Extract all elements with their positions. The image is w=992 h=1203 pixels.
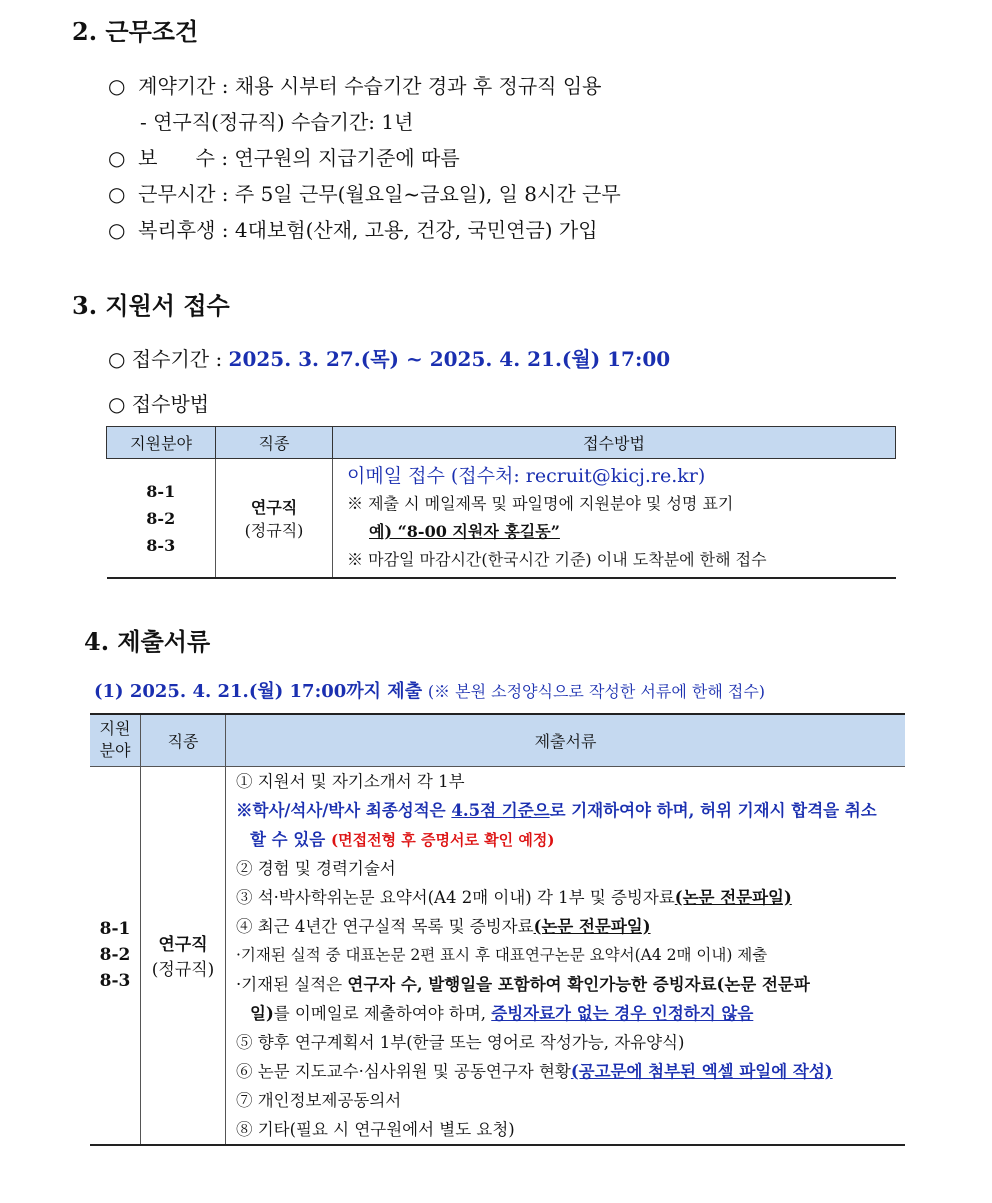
s2-item-3-text: 보 수 : 연구원의 지급기준에 따름: [138, 146, 460, 170]
s3-note-2: ※ 마감일 마감시간(한국시간 기준) 이내 도착분에 한해 접수: [347, 550, 767, 569]
doc-7: ⑦ 개인정보제공동의서: [236, 1090, 402, 1110]
s2-item-5: [108, 214, 598, 243]
doc-1-note-c: 로 기재하여야 하며, 허위 기재시 합격을 취소: [549, 800, 877, 820]
s3-th-job: 직종: [216, 427, 333, 459]
s3-th-method: 접수방법: [333, 427, 896, 459]
field: 8-2: [99, 945, 131, 965]
s3-period: [108, 343, 670, 372]
s4-table: [90, 713, 905, 1146]
doc-3-a: ③ 석·박사학위논문 요약서(A4 2매 이내) 각 1부 및 증빙자료: [236, 887, 675, 907]
doc-4-sub-2-b: 연구자 수, 발행일을 포함하여 확인가능한 증빙자료(논문 전문파: [347, 974, 810, 994]
section-3-title: 3. 지원서 접수: [72, 291, 230, 320]
doc-3: [236, 883, 905, 912]
doc-5: ⑤ 향후 연구계획서 1부(한글 또는 영어로 작성가능, 자유양식): [236, 1032, 685, 1052]
th-line: 지원: [99, 719, 131, 739]
doc-6: [236, 1057, 905, 1086]
s2-item-4-text: 근무시간 : 주 5일 근무(월요일~금요일), 일 8시간 근무: [138, 182, 621, 206]
s3-table: [106, 426, 896, 579]
job: 연구직: [250, 498, 298, 517]
doc-4: [236, 912, 905, 941]
s3-example: 예) “8-00 지원자 홍길동”: [369, 522, 560, 541]
doc-4-b: (논문 전문파일): [533, 916, 651, 936]
job-sub: (정규직): [244, 521, 304, 540]
s4-th-field: [90, 714, 141, 766]
s3-email-line: 이메일 접수 (접수처: recruit@kicj.re.kr): [347, 465, 706, 487]
field: 8-1: [146, 481, 176, 501]
doc-1-note: [236, 796, 905, 825]
bullet: ○: [108, 218, 126, 242]
doc-4-sub-2-cont: [236, 999, 905, 1028]
s4-deadline-main: (1) 2025. 4. 21.(월) 17:00까지 제출: [94, 681, 423, 702]
s2-item-1: [108, 70, 602, 99]
doc-1-note-a: ※학사/석사/박사 최종성적은: [236, 800, 446, 820]
s2-item-3: [108, 142, 460, 171]
doc-1-note-d: 할 수 있음: [250, 829, 326, 849]
field: 8-3: [146, 535, 176, 555]
bullet: ○: [108, 74, 126, 98]
s3-period-value: 2025. 3. 27.(목) ~ 2025. 4. 21.(월) 17:00: [228, 347, 671, 371]
job: 연구직: [158, 935, 208, 955]
doc-6-a: ⑥ 논문 지도교수·심사위원 및 공동연구자 현황: [236, 1061, 571, 1081]
doc-4-a: ④ 최근 4년간 연구실적 목록 및 증빙자료: [236, 916, 534, 936]
s4-th-docs: 제출서류: [226, 714, 906, 766]
s3-method-label: ○ 접수방법: [108, 392, 210, 416]
doc-4-sub-1: ·기재된 실적 중 대표논문 2편 표시 후 대표연구논문 요약서(A4 2매 이내) 제출: [236, 945, 768, 964]
field: 8-3: [99, 971, 131, 991]
section-2-title: 2. 근무조건: [72, 17, 199, 46]
doc-4-sub-2-d: 를 이메일로 제출하여야 하며,: [273, 1003, 486, 1023]
doc-1: ① 지원서 및 자기소개서 각 1부: [236, 771, 465, 791]
s4-fields-cell: [90, 766, 141, 1145]
doc-4-sub-2-a: ·기재된 실적은: [236, 974, 343, 994]
s4-deadline: [94, 677, 765, 703]
field: 8-2: [146, 508, 176, 528]
s2-item-4: [108, 178, 621, 207]
s2-item-1-text: 계약기간 : 채용 시부터 수습기간 경과 후 정규직 임용: [138, 74, 602, 98]
s3-fields-cell: [107, 459, 216, 579]
section-4-title: 4. 제출서류: [84, 627, 211, 656]
bullet: ○: [108, 182, 126, 206]
s3-job-cell: [216, 459, 333, 579]
doc-2: ② 경험 및 경력기술서: [236, 858, 396, 878]
s2-item-2: - 연구직(정규직) 수습기간: 1년: [140, 110, 414, 134]
doc-4-sub-2: [236, 970, 905, 999]
doc-8: ⑧ 기타(필요 시 연구원에서 별도 요청): [236, 1119, 515, 1139]
s2-item-5-text: 복리후생 : 4대보험(산재, 고용, 건강, 국민연금) 가입: [138, 218, 598, 242]
s4-job-cell: [141, 766, 226, 1145]
s3-period-label: ○ 접수기간 :: [108, 347, 223, 371]
field: 8-1: [99, 919, 131, 939]
doc-4-sub-2-e: 증빙자료가 없는 경우 인정하지 않음: [491, 1003, 754, 1023]
doc-6-b: (공고문에 첨부된 엑셀 파일에 작성): [570, 1061, 833, 1081]
doc-3-b: (논문 전문파일): [674, 887, 792, 907]
s4-deadline-note: (※ 본원 소정양식으로 작성한 서류에 한해 접수): [427, 682, 766, 701]
s4-docs-cell: [226, 766, 906, 1145]
s4-th-job: 직종: [141, 714, 226, 766]
s3-th-field: 지원분야: [107, 427, 216, 459]
doc-1-note-2: [236, 825, 905, 854]
s3-method-cell: [333, 459, 896, 579]
doc-4-sub-2-c: 일): [250, 1003, 274, 1023]
th-line: 분야: [99, 741, 131, 761]
job-sub: (정규직): [151, 960, 215, 980]
doc-1-note-b: 4.5점 기준으: [451, 800, 550, 820]
s3-note-1: ※ 제출 시 메일제목 및 파일명에 지원분야 및 성명 표기: [347, 494, 734, 513]
bullet: ○: [108, 146, 126, 170]
doc-1-note-e: (면접전형 후 증명서로 확인 예정): [331, 830, 555, 849]
